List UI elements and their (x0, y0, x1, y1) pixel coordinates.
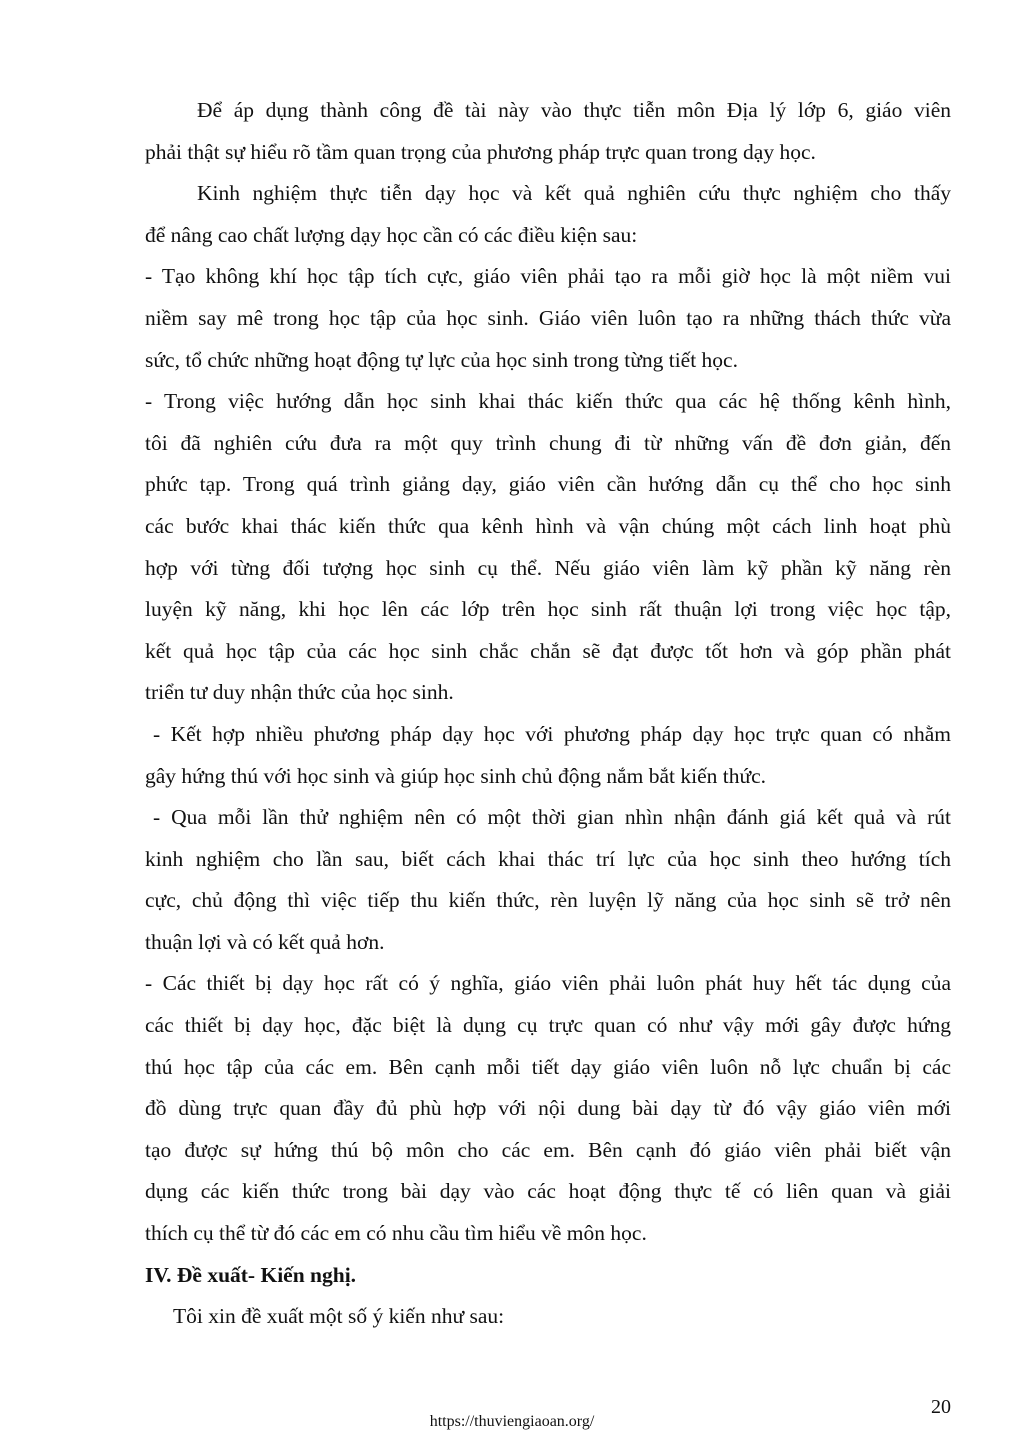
text-line: thích cụ thể từ đó các em có nhu cầu tìm hiểu về môn học. (145, 1221, 647, 1246)
text-line: dụng các kiến thức trong bài dạy vào các hoạt động thực tế có liên quan và giải (145, 1179, 951, 1204)
text-line: cực, chủ động thì việc tiếp thu kiến thức, rèn luyện lỹ năng của học sinh sẽ trở nên (145, 888, 951, 913)
text-line: các thiết bị dạy học, đặc biệt là dụng cụ trực quan có như vậy mới gây được hứng (145, 1013, 951, 1038)
paragraph (145, 256, 951, 381)
text-line: Để áp dụng thành công đề tài này vào thực tiễn môn Địa lý lớp 6, giáo viên (197, 98, 951, 122)
paragraph (145, 963, 951, 1254)
text-line: tạo được sự hứng thú bộ môn cho các em. Bên cạnh đó giáo viên phải biết vận (145, 1137, 951, 1162)
text-line: các bước khai thác kiến thức qua kênh hình và vận chúng một cách linh hoạt phù (145, 513, 951, 538)
text-line: - Các thiết bị dạy học rất có ý nghĩa, giáo viên phải luôn phát huy hết tác dụng của (145, 971, 951, 996)
text-line: kinh nghiệm cho lần sau, biết cách khai thác trí lực của học sinh theo hướng tích (145, 846, 951, 871)
text-line: phức tạp. Trong quá trình giảng dạy, giáo viên cần hướng dẫn cụ thể cho học sinh (145, 472, 951, 497)
text-line: để nâng cao chất lượng dạy học cần có các điều kiện sau: (145, 222, 638, 247)
text-line: gây hứng thú với học sinh và giúp học sinh chủ động nắm bắt kiến thức. (145, 763, 767, 788)
text-line: Kinh nghiệm thực tiễn dạy học và kết quả nghiên cứu thực nghiệm cho thấy (197, 181, 951, 206)
page-number: 20 (931, 1396, 951, 1418)
text-line: - Kết hợp nhiều phương pháp dạy học với phương pháp dạy học trực quan có nhằm (153, 721, 951, 746)
intro-line: Tôi xin đề xuất một số ý kiến như sau: (173, 1304, 505, 1329)
paragraph (145, 90, 951, 173)
text-line: - Tạo không khí học tập tích cực, giáo viên phải tạo ra mỗi giờ học là một niềm vui (145, 264, 951, 289)
text-line: tôi đã nghiên cứu đưa ra một quy trình chung đi từ những vấn đề đơn giản, đến (145, 430, 951, 455)
text-line: luyện kỹ năng, khi học lên các lớp trên học sinh rất thuận lợi trong việc học tập, (145, 597, 951, 622)
text-line: sức, tổ chức những hoạt động tự lực của học sinh trong từng tiết học. (145, 347, 738, 372)
paragraph (145, 797, 951, 963)
paragraph (145, 173, 951, 256)
text-line: hợp với từng đối tượng học sinh cụ thể. Nếu giáo viên làm kỹ phần kỹ năng rèn (145, 555, 951, 580)
document-body (145, 90, 951, 1338)
text-line: phải thật sự hiểu rõ tầm quan trọng của phương pháp trực quan trong dạy học. (145, 139, 816, 164)
text-line: thú học tập của các em. Bên cạnh mỗi tiết dạy giáo viên luôn nỗ lực chuẩn bị các (145, 1054, 951, 1079)
paragraph (145, 714, 951, 797)
text-line: niềm say mê trong học tập của học sinh. Giáo viên luôn tạo ra những thách thức vừa (145, 305, 951, 330)
text-line: triển tư duy nhận thức của học sinh. (145, 680, 454, 705)
text-line: thuận lợi và có kết quả hơn. (145, 929, 385, 954)
section-heading: IV. Đề xuất- Kiến nghị. (145, 1262, 357, 1287)
text-line: - Trong việc hướng dẫn học sinh khai thác kiến thức qua các hệ thống kênh hình, (145, 389, 951, 414)
text-line: kết quả học tập của các học sinh chắc chắn sẽ đạt được tốt hơn và góp phần phát (145, 638, 951, 663)
text-line: - Qua mỗi lần thử nghiệm nên có một thời gian nhìn nhận đánh giá kết quả và rút (153, 805, 951, 830)
text-line: đồ dùng trực quan đầy đủ phù hợp với nội dung bài dạy từ đó vậy giáo viên mới (145, 1096, 951, 1121)
footer-url[interactable]: https://thuviengiaoan.org/ (429, 1413, 595, 1430)
paragraph (145, 381, 951, 714)
